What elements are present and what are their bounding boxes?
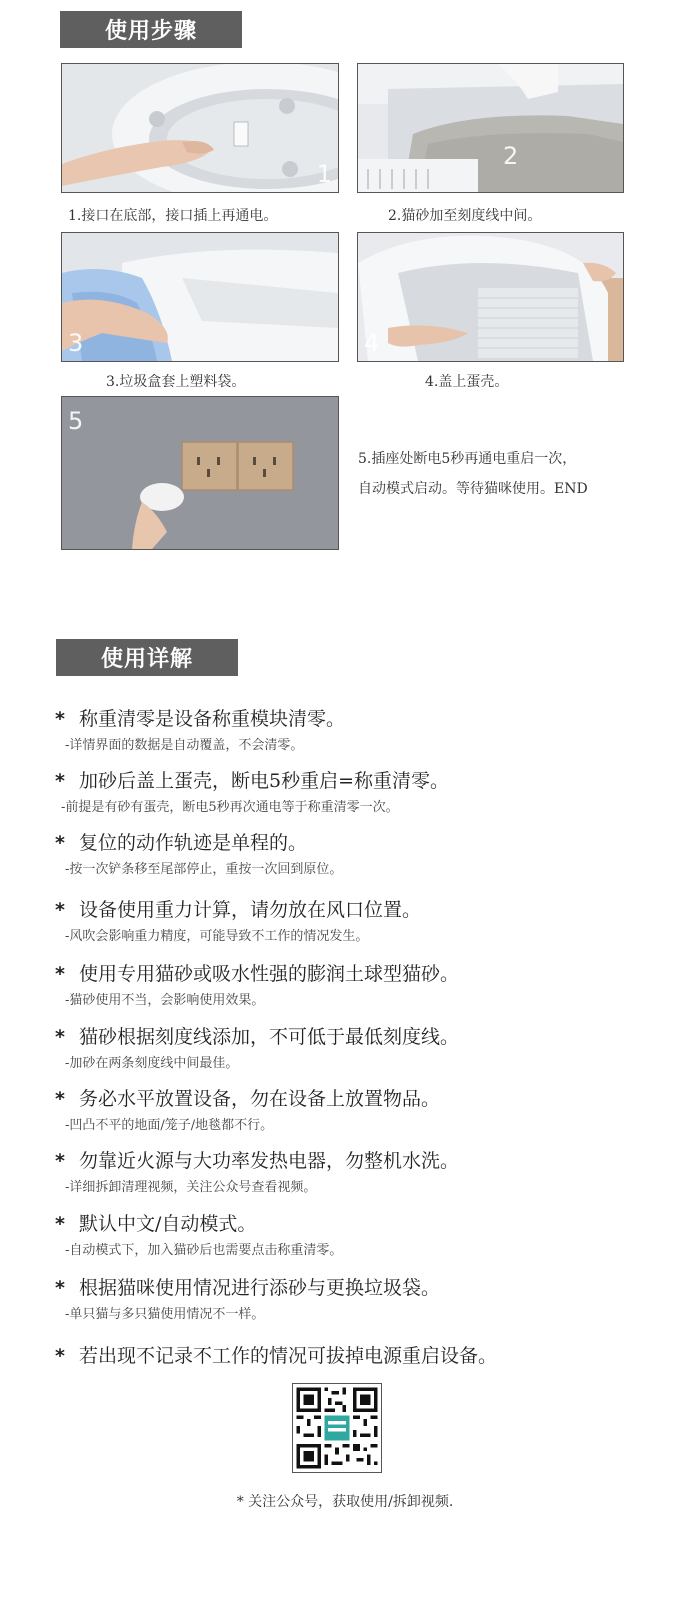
- step-2-number: 2: [503, 142, 519, 170]
- detail-sub-text: -前提是有砂有蛋壳，断电5秒再次通电等于称重清零一次。: [61, 800, 399, 815]
- step-2-caption: 2.猫砂加至刻度线中间。: [388, 208, 542, 224]
- detail-item: [55, 1024, 459, 1071]
- detail-item: [55, 706, 345, 753]
- step-2-photo: [357, 63, 624, 193]
- detail-main-text: * 默认中文/自动模式。: [55, 1213, 257, 1235]
- detail-item: [55, 768, 449, 815]
- detail-item: [55, 1086, 440, 1133]
- detail-sub-text: -单只猫与多只猫使用情况不一样。: [65, 1307, 265, 1322]
- detail-sub-text: -猫砂使用不当，会影响使用效果。: [65, 993, 265, 1008]
- section-header-details: 使用详解: [56, 639, 238, 676]
- step-3-number: 3: [68, 329, 84, 357]
- detail-main-text: * 根据猫咪使用情况进行添砂与更换垃圾袋。: [55, 1277, 441, 1299]
- asterisk-icon: *: [55, 1277, 65, 1299]
- asterisk-icon: *: [55, 963, 65, 985]
- step-5-caption-line-1: 5.插座处断电5秒再通电重启一次，: [358, 451, 577, 467]
- step-5-number: 5: [68, 407, 84, 435]
- asterisk-icon: *: [55, 1213, 65, 1235]
- detail-item: [55, 897, 421, 944]
- step-5-caption-line-2: 自动模式启动。等待猫咪使用。END: [358, 481, 588, 497]
- detail-sub-text: -按一次铲条移至尾部停止，重按一次回到原位。: [65, 862, 343, 877]
- step-3-photo: [61, 232, 339, 362]
- step-3-caption: 3.垃圾盒套上塑料袋。: [106, 374, 246, 390]
- asterisk-icon: *: [55, 832, 65, 854]
- detail-main-text: * 设备使用重力计算，请勿放在风口位置。: [55, 899, 422, 921]
- qr-caption: * 关注公众号，获取使用/拆卸视频.: [236, 1494, 454, 1510]
- detail-item: [55, 1148, 459, 1195]
- detail-main-text: * 若出现不记录不工作的情况可拔掉电源重启设备。: [55, 1345, 498, 1367]
- step-4-photo: [357, 232, 624, 362]
- asterisk-icon: *: [55, 899, 65, 921]
- step-5-photo: [61, 396, 339, 550]
- detail-item: [55, 830, 342, 877]
- detail-item: [55, 1211, 342, 1258]
- qr-code: [292, 1383, 382, 1473]
- asterisk-icon: *: [55, 1150, 65, 1172]
- detail-sub-text: -详情界面的数据是自动覆盖，不会清零。: [65, 738, 304, 753]
- asterisk-icon: *: [55, 708, 65, 730]
- asterisk-icon: *: [55, 1026, 65, 1048]
- asterisk-icon: *: [55, 770, 65, 792]
- step-1-number: 1: [316, 160, 332, 188]
- detail-main-text: * 猫砂根据刻度线添加，不可低于最低刻度线。: [55, 1026, 460, 1048]
- step-1-caption: 1.接口在底部，接口插上再通电。: [68, 208, 278, 224]
- detail-sub-text: -风吹会影响重力精度，可能导致不工作的情况发生。: [65, 929, 369, 944]
- detail-item: [55, 1343, 497, 1369]
- detail-main-text: * 务必水平放置设备，勿在设备上放置物品。: [55, 1088, 441, 1110]
- detail-main-text: * 复位的动作轨迹是单程的。: [55, 832, 308, 854]
- detail-main-text: * 勿靠近火源与大功率发热电器，勿整机水洗。: [55, 1150, 460, 1172]
- step-4-caption: 4.盖上蛋壳。: [425, 374, 509, 390]
- step-4-number: 4: [364, 329, 380, 357]
- detail-sub-text: -详细拆卸清理视频，关注公众号查看视频。: [65, 1180, 317, 1195]
- detail-sub-text: -加砂在两条刻度线中间最佳。: [65, 1056, 239, 1071]
- section-header-steps: 使用步骤: [60, 11, 242, 48]
- detail-item: [55, 1275, 440, 1322]
- detail-sub-text: -凹凸不平的地面/笼子/地毯都不行。: [65, 1118, 274, 1133]
- asterisk-icon: *: [55, 1345, 65, 1367]
- detail-item: [55, 961, 459, 1008]
- detail-main-text: * 使用专用猫砂或吸水性强的膨润土球型猫砂。: [55, 963, 460, 985]
- detail-main-text: * 称重清零是设备称重模块清零。: [55, 708, 346, 730]
- detail-sub-text: -自动模式下，加入猫砂后也需要点击称重清零。: [65, 1243, 343, 1258]
- asterisk-icon: *: [55, 1088, 65, 1110]
- detail-main-text: * 加砂后盖上蛋壳，断电5秒重启=称重清零。: [55, 770, 450, 792]
- step-1-photo: [61, 63, 339, 193]
